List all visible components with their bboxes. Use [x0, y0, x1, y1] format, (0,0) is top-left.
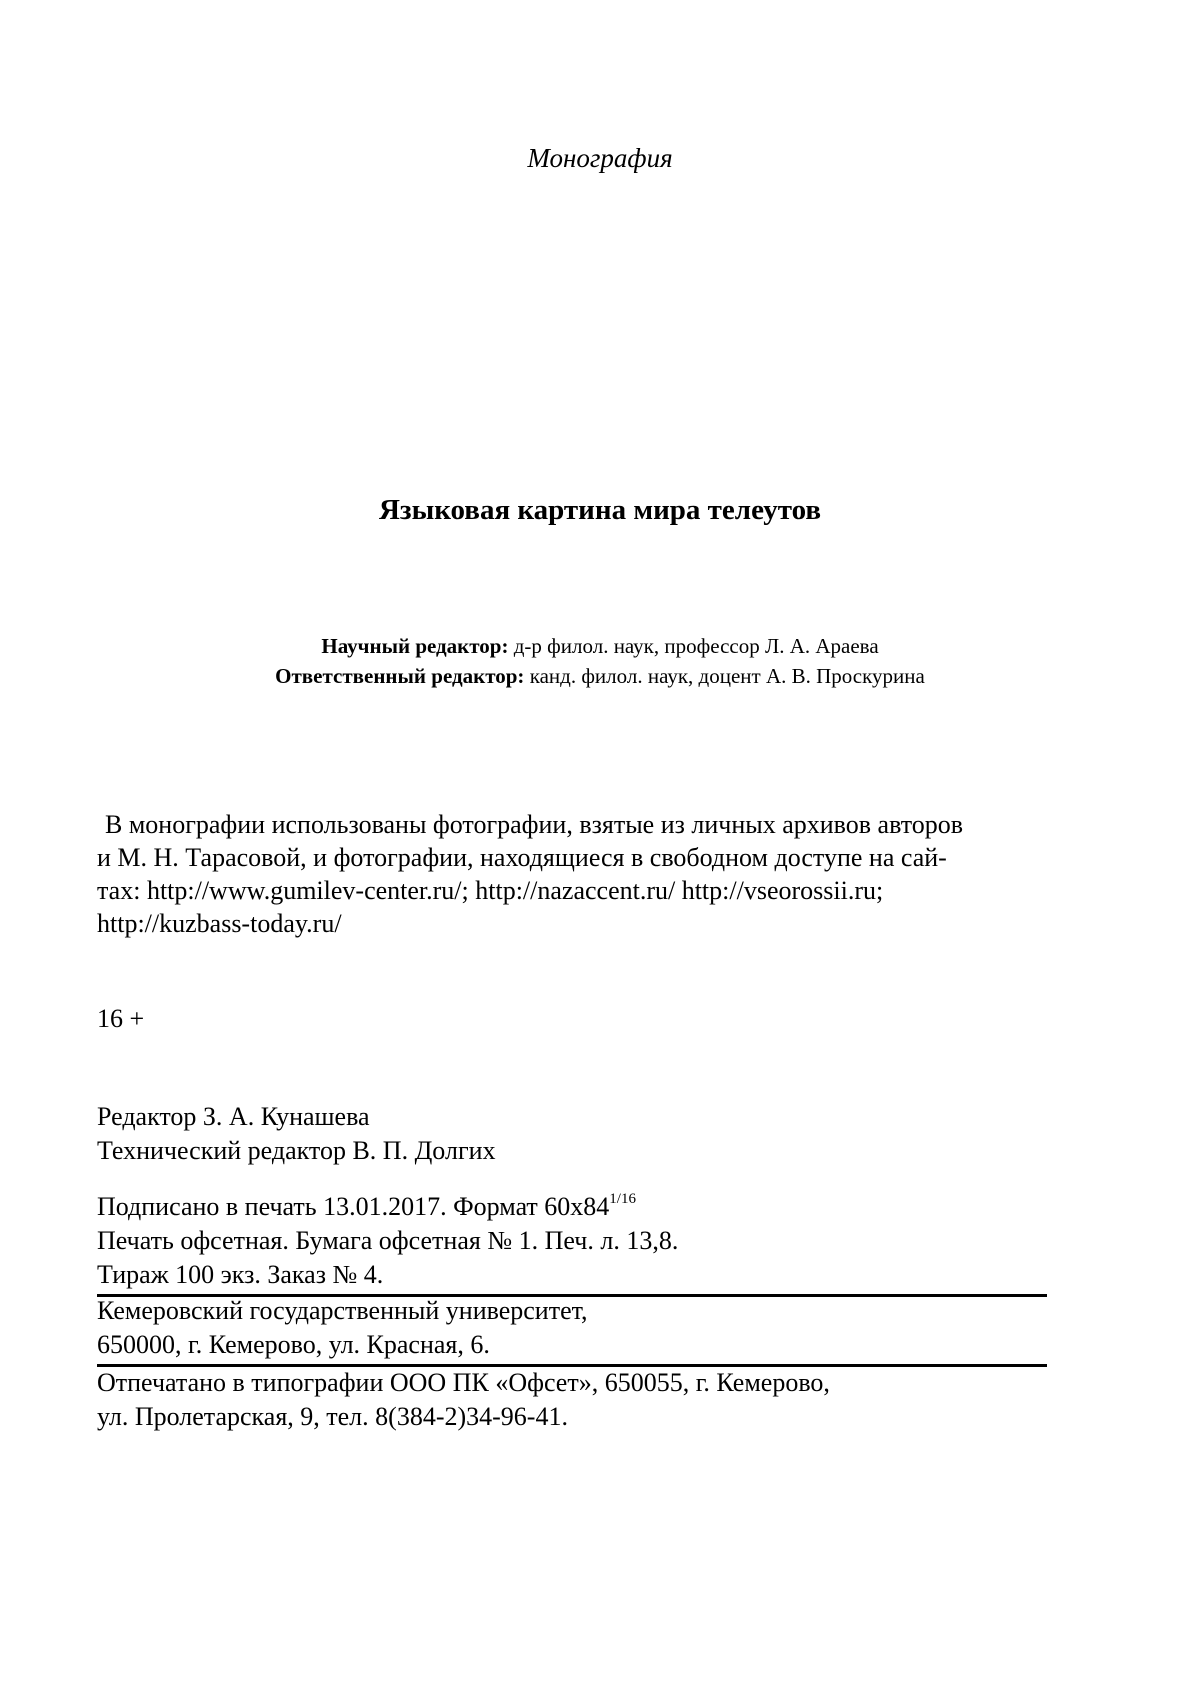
photo-note-line: тах: http://www.gumilev-center.ru/; http://nazaccent.ru/ http://vseorossii.ru;: [97, 876, 884, 905]
signed-text: Подписано в печать 13.01.2017. Формат 60х84: [97, 1192, 610, 1221]
photo-credits-note: [97, 808, 1057, 940]
staff-block: [97, 1100, 1057, 1168]
scientific-editor-line: [0, 631, 1200, 661]
photo-note-line: и М. Н. Тарасовой, и фотографии, находящиеся в свободном доступе на сай-: [97, 843, 947, 872]
format-fraction: 1/16: [609, 1191, 636, 1207]
scientific-editor-value: д-р филол. наук, профессор Л. А. Араева: [508, 634, 879, 658]
print-info-block: [97, 1190, 1057, 1292]
publisher-block: [97, 1294, 1057, 1362]
responsible-editor-value: канд. филол. наук, доцент А. В. Проскурина: [524, 664, 925, 688]
paper-line: Печать офсетная. Бумага офсетная № 1. Печ. л. 13,8.: [97, 1226, 679, 1255]
photo-note-line: http://kuzbass-today.ru/: [97, 909, 342, 938]
run-line: Тираж 100 экз. Заказ № 4.: [97, 1260, 384, 1289]
publisher-address: 650000, г. Кемерово, ул. Красная, 6.: [97, 1330, 490, 1359]
book-title: Языковая картина мира телеутов: [378, 494, 822, 526]
responsible-editor-line: [0, 661, 1200, 691]
printer-block: [97, 1366, 1057, 1434]
printer-line: Отпечатано в типографии ООО ПК «Офсет», 650055, г. Кемерово,: [97, 1368, 830, 1397]
photo-note-line: В монографии использованы фотографии, взятые из личных архивов авторов: [105, 810, 964, 839]
age-rating: 16 +: [97, 1004, 145, 1033]
signed-line: [97, 1190, 1057, 1224]
responsible-editor-label: Ответственный редактор:: [275, 664, 525, 688]
scientific-editor-label: Научный редактор:: [321, 634, 509, 658]
printer-line: ул. Пролетарская, 9, тел. 8(384-2)34-96-41.: [97, 1402, 568, 1431]
book-genre: Монография: [527, 143, 673, 173]
editors-block: [0, 631, 1200, 691]
publisher-name: Кемеровский государственный университет,: [97, 1296, 588, 1325]
editor-line: Редактор З. А. Кунашева: [97, 1102, 370, 1131]
tech-editor-line: Технический редактор В. П. Долгих: [97, 1136, 496, 1165]
